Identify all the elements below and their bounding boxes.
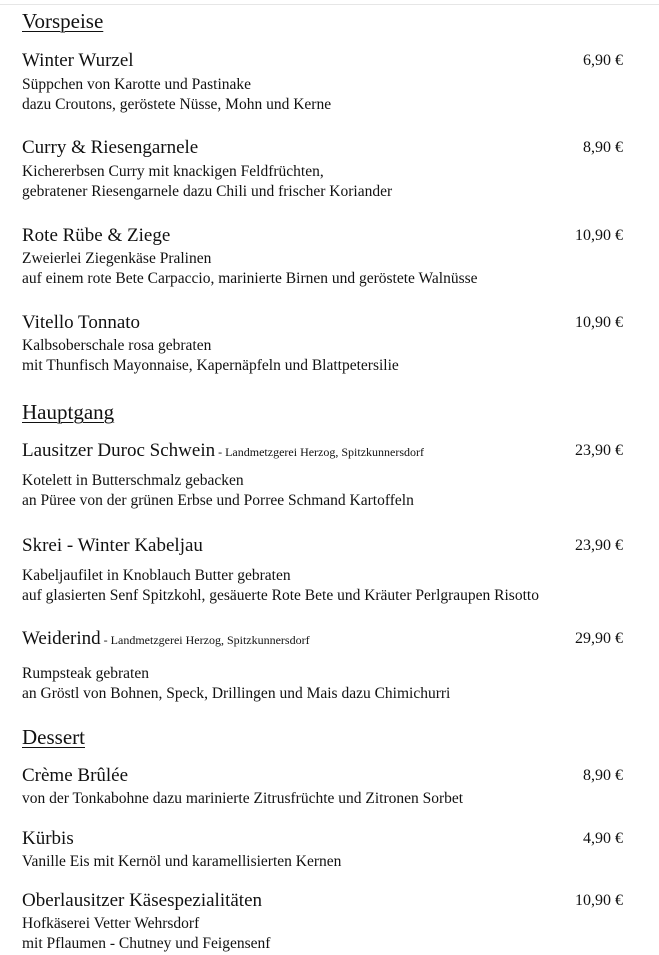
dish-description: Kalbsoberschale rosa gebraten <box>22 337 212 354</box>
dish-price: 8,90 € <box>583 767 623 784</box>
dish-name: Crème Brûlée <box>22 765 129 786</box>
dish-description: mit Pflaumen - Chutney und Feigensenf <box>22 935 271 952</box>
dish-description: auf glasierten Senf Spitzkohl, gesäuerte Rote Bete und Kräuter Perlgraupen Risotto <box>22 587 539 604</box>
dish-description: dazu Croutons, geröstete Nüsse, Mohn und Kerne <box>22 96 332 113</box>
dish-description: Rumpsteak gebraten <box>22 665 149 682</box>
dish-name: Kürbis <box>22 828 74 849</box>
dish-description: Zweierlei Ziegenkäse Pralinen <box>22 250 212 267</box>
dish-price: 23,90 € <box>575 537 623 554</box>
dish-name: Vitello Tonnato <box>22 312 141 333</box>
dish-name: Rote Rübe & Ziege <box>22 225 171 246</box>
dish-name: Lausitzer Duroc Schwein <box>22 440 216 461</box>
dish-description: Hofkäserei Vetter Wehrsdorf <box>22 915 200 932</box>
dish-description: Vanille Eis mit Kernöl und karamellisierten Kernen <box>22 853 342 870</box>
top-divider <box>0 4 659 5</box>
dish-title-line <box>22 440 424 462</box>
dish-supplier: - Landmetzgerei Herzog, Spitzkunnersdorf <box>215 445 425 459</box>
dish-price: 10,90 € <box>575 892 623 909</box>
dish-price: 10,90 € <box>575 314 623 331</box>
dish-price: 10,90 € <box>575 227 623 244</box>
dish-description: gebratener Riesengarnele dazu Chili und frischer Koriander <box>22 183 393 200</box>
section-title-hauptgang: Hauptgang <box>22 400 115 424</box>
dish-name: Skrei - Winter Kabeljau <box>22 535 203 556</box>
dish-description: Kabeljaufilet in Knoblauch Butter gebraten <box>22 567 291 584</box>
dish-name: Winter Wurzel <box>22 50 134 71</box>
dish-description: von der Tonkabohne dazu marinierte Zitrusfrüchte und Zitronen Sorbet <box>22 790 464 807</box>
dish-supplier: - Landmetzgerei Herzog, Spitzkunnersdorf <box>100 633 310 647</box>
dish-name: Curry & Riesengarnele <box>22 137 199 158</box>
dish-price: 4,90 € <box>583 830 623 847</box>
dish-title-line <box>22 628 310 650</box>
dish-description: an Gröstl von Bohnen, Speck, Drillingen und Mais dazu Chimichurri <box>22 685 451 702</box>
dish-price: 29,90 € <box>575 630 623 647</box>
dish-description: mit Thunfisch Mayonnaise, Kapernäpfeln und Blattpetersilie <box>22 357 399 374</box>
dish-description: auf einem rote Bete Carpaccio, marinierte Birnen und geröstete Walnüsse <box>22 270 478 287</box>
dish-name: Oberlausitzer Käsespezialitäten <box>22 890 263 911</box>
dish-description: Kotelett in Butterschmalz gebacken <box>22 472 244 489</box>
dish-description: an Püree von der grünen Erbse und Porree Schmand Kartoffeln <box>22 492 414 509</box>
section-title-vorspeise: Vorspeise <box>22 9 104 33</box>
section-title-dessert: Dessert <box>22 725 85 749</box>
dish-price: 8,90 € <box>583 139 623 156</box>
dish-name: Weiderind <box>22 628 101 649</box>
dish-description: Süppchen von Karotte und Pastinake <box>22 76 252 93</box>
dish-price: 23,90 € <box>575 442 623 459</box>
dish-price: 6,90 € <box>583 52 623 69</box>
dish-description: Kichererbsen Curry mit knackigen Feldfrüchten, <box>22 163 324 180</box>
